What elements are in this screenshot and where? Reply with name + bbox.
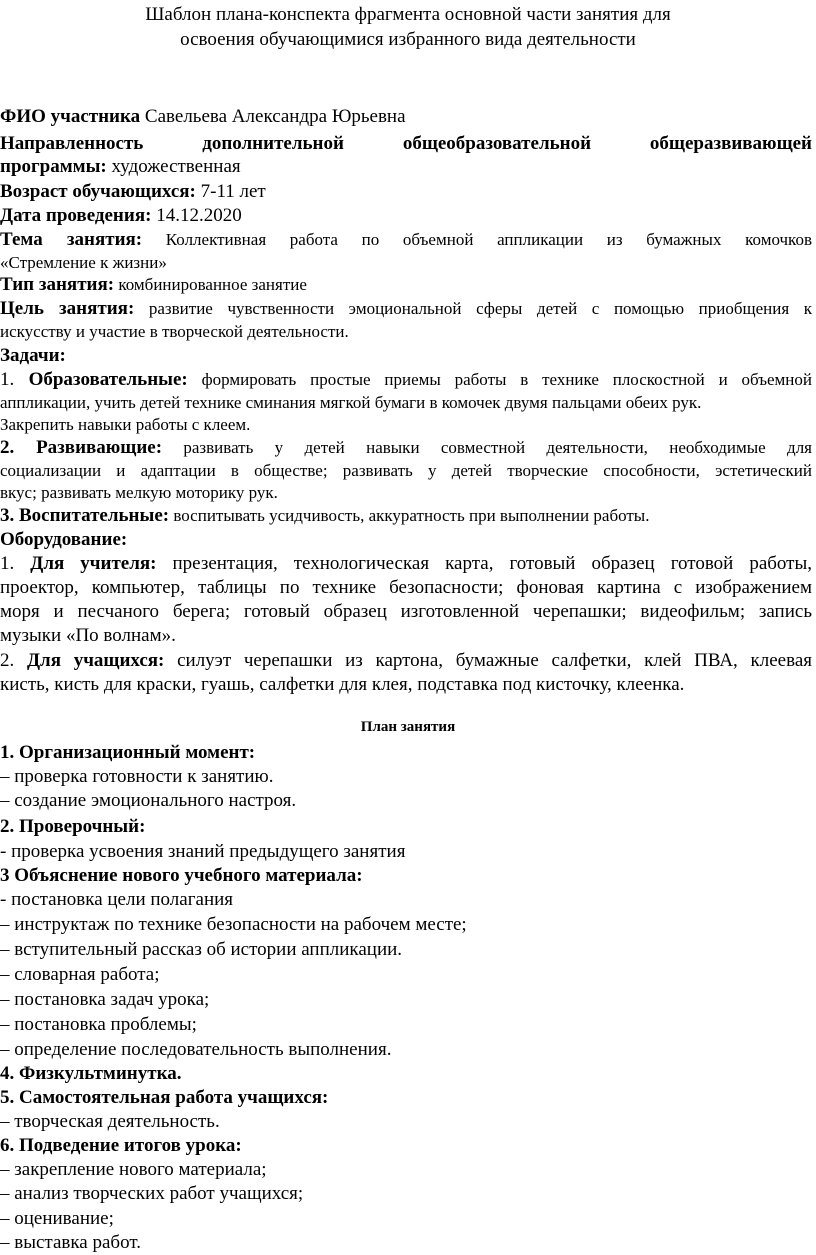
plan-step-6-text: 6. Подведение итогов урока: bbox=[0, 1135, 242, 1156]
fio-label: ФИО участника bbox=[0, 106, 141, 127]
task-1-line-2: аппликации, учить детей технике сминания мягкой бумаги в комочек двумя пальцами обеих рук. bbox=[0, 393, 702, 412]
task-1-label: Образовательные: bbox=[28, 369, 188, 390]
direction-line-2 bbox=[0, 155, 812, 179]
direction-label-4: общеразвивающей bbox=[649, 133, 812, 154]
direction-label-1: Направленность bbox=[0, 133, 144, 154]
equipment-1-line-2: проектор, компьютер, таблицы по технике безопасности; фоновая картина с изображением bbox=[0, 577, 812, 598]
plan-step-5-text: 5. Самостоятельная работа учащихся: bbox=[0, 1087, 329, 1108]
equipment-1-label: Для учителя: bbox=[30, 553, 157, 574]
date-line bbox=[0, 204, 812, 228]
direction-label-5: программы: bbox=[0, 156, 107, 177]
task-3-text-1: воспитывать усидчивость, аккуратность при выполнении работы. bbox=[169, 506, 650, 525]
plan-step-1-item-1: – проверка готовности к занятию. bbox=[0, 766, 274, 787]
equipment-2-line-1 bbox=[0, 649, 812, 673]
direction-label-3: общеобразовательной bbox=[402, 133, 592, 154]
plan-title: План занятия bbox=[360, 719, 456, 735]
equipment-2-line-2: кисть, кисть для краски, гуашь, салфетки для клея, подставка под кисточку, клеенка. bbox=[0, 674, 685, 695]
age-line bbox=[0, 180, 812, 204]
task-1-text-1: формировать простые приемы работы в технике плоскостной и объемной bbox=[187, 370, 812, 389]
equipment-heading-text: Оборудование: bbox=[0, 529, 128, 550]
type-value: комбинированное занятие bbox=[114, 275, 307, 294]
age-label: Возраст обучающихся: bbox=[0, 181, 196, 202]
plan-step-3-text: 3 Объяснение нового учебного материала: bbox=[0, 865, 363, 886]
plan-step-4 bbox=[0, 1062, 812, 1086]
equipment-1-line-1 bbox=[0, 552, 812, 576]
task-1-line-1 bbox=[0, 368, 812, 392]
fio-value: Савельева Александра Юрьевна bbox=[140, 106, 406, 127]
plan-step-3-item-2: – инструктаж по технике безопасности на рабочем месте; bbox=[0, 914, 467, 935]
topic-value-1: Коллективная работа по объемной аппликации из бумажных комочков bbox=[142, 230, 812, 249]
direction-line-1 bbox=[0, 132, 812, 156]
equipment-2-text-1: силуэт черепашки из картона, бумажные салфетки, клей ПВА, клеевая bbox=[164, 650, 812, 671]
task-1-num: 1. bbox=[0, 369, 29, 390]
plan-step-3-item-6: – постановка проблемы; bbox=[0, 1014, 197, 1035]
age-value: 7-11 лет bbox=[195, 181, 266, 202]
plan-step-3-item-7: – определение последовательность выполнения. bbox=[0, 1039, 392, 1060]
plan-step-2-text: 2. Проверочный: bbox=[0, 816, 146, 837]
goal-value-1: развитие чувственности эмоциональной сферы детей с помощью приобщения к bbox=[134, 299, 812, 318]
plan-step-3-item-4: – словарная работа; bbox=[0, 964, 160, 985]
direction-label-2: дополнительной bbox=[202, 133, 344, 154]
plan-step-6 bbox=[0, 1134, 812, 1158]
plan-step-5 bbox=[0, 1086, 812, 1110]
task-2-line-1 bbox=[0, 436, 812, 460]
goal-line-1 bbox=[0, 297, 812, 321]
plan-step-3 bbox=[0, 864, 812, 888]
plan-step-3-item-1: - постановка цели полагания bbox=[0, 889, 234, 910]
plan-step-2-item-1: - проверка усвоения знаний предыдущего занятия bbox=[0, 841, 406, 862]
equipment-1-num: 1. bbox=[0, 553, 31, 574]
task-2-line-3: вкус; развивать мелкую моторику рук. bbox=[0, 483, 278, 502]
task-2-text-1: развивать у детей навыки совместной деятельности, необходимые для bbox=[162, 438, 812, 457]
goal-line-2: искусству и участие в творческой деятельности. bbox=[0, 322, 349, 341]
equipment-1-text-1: презентация, технологическая карта, готовый образец готовой работы, bbox=[156, 553, 812, 574]
topic-line-1 bbox=[0, 228, 812, 252]
equipment-1-line-4: музыки «По волнам». bbox=[0, 625, 176, 646]
plan-step-3-item-3: – вступительный рассказ об истории аппликации. bbox=[0, 939, 403, 960]
tasks-heading-text: Задачи: bbox=[0, 345, 66, 366]
task-2-line-2: социализации и адаптации в обществе; развивать у детей творческие способности, эстетический bbox=[0, 461, 812, 480]
document-title-line-2: освоения обучающимися избранного вида деятельности bbox=[180, 29, 636, 50]
date-label: Дата проведения: bbox=[0, 205, 152, 226]
fio-line bbox=[0, 105, 812, 129]
plan-step-5-item-1: – творческая деятельность. bbox=[0, 1111, 220, 1132]
topic-line-2: «Стремление к жизни» bbox=[0, 253, 167, 272]
plan-step-6-item-1: – закрепление нового материала; bbox=[0, 1159, 267, 1180]
task-3-label: 3. Воспитательные: bbox=[0, 505, 170, 526]
equipment-1-line-3: моря и песчаного берега; готовый образец изготовленной черепашки; видеофильм; запись bbox=[0, 601, 812, 622]
direction-value: художественная bbox=[106, 156, 241, 177]
type-label: Тип занятия: bbox=[0, 274, 115, 295]
plan-step-6-item-2: – анализ творческих работ учащихся; bbox=[0, 1183, 304, 1204]
tasks-heading bbox=[0, 344, 812, 368]
equipment-2-label: Для учащихся: bbox=[26, 650, 165, 671]
equipment-heading bbox=[0, 528, 812, 552]
plan-step-1 bbox=[0, 741, 812, 765]
plan-step-3-item-5: – постановка задач урока; bbox=[0, 989, 210, 1010]
plan-step-2 bbox=[0, 815, 812, 839]
plan-step-1-text: 1. Организационный момент: bbox=[0, 742, 256, 763]
topic-label: Тема занятия: bbox=[0, 229, 143, 250]
plan-step-4-text: 4. Физкультминутка. bbox=[0, 1063, 182, 1084]
date-value: 14.12.2020 bbox=[151, 205, 242, 226]
task-2-label: 2. Развивающие: bbox=[0, 437, 163, 458]
plan-step-6-item-4: – выставка работ. bbox=[0, 1232, 141, 1253]
document-title-line-1: Шаблон плана-конспекта фрагмента основной части занятия для bbox=[145, 4, 671, 25]
goal-label: Цель занятия: bbox=[0, 298, 135, 319]
task-1-line-3: Закрепить навыки работы с клеем. bbox=[0, 415, 251, 434]
type-line bbox=[0, 273, 812, 297]
equipment-2-num: 2. bbox=[0, 650, 27, 671]
plan-step-1-item-2: – создание эмоционального настроя. bbox=[0, 790, 297, 811]
plan-step-6-item-3: – оценивание; bbox=[0, 1208, 114, 1229]
task-3-line-1 bbox=[0, 504, 812, 528]
